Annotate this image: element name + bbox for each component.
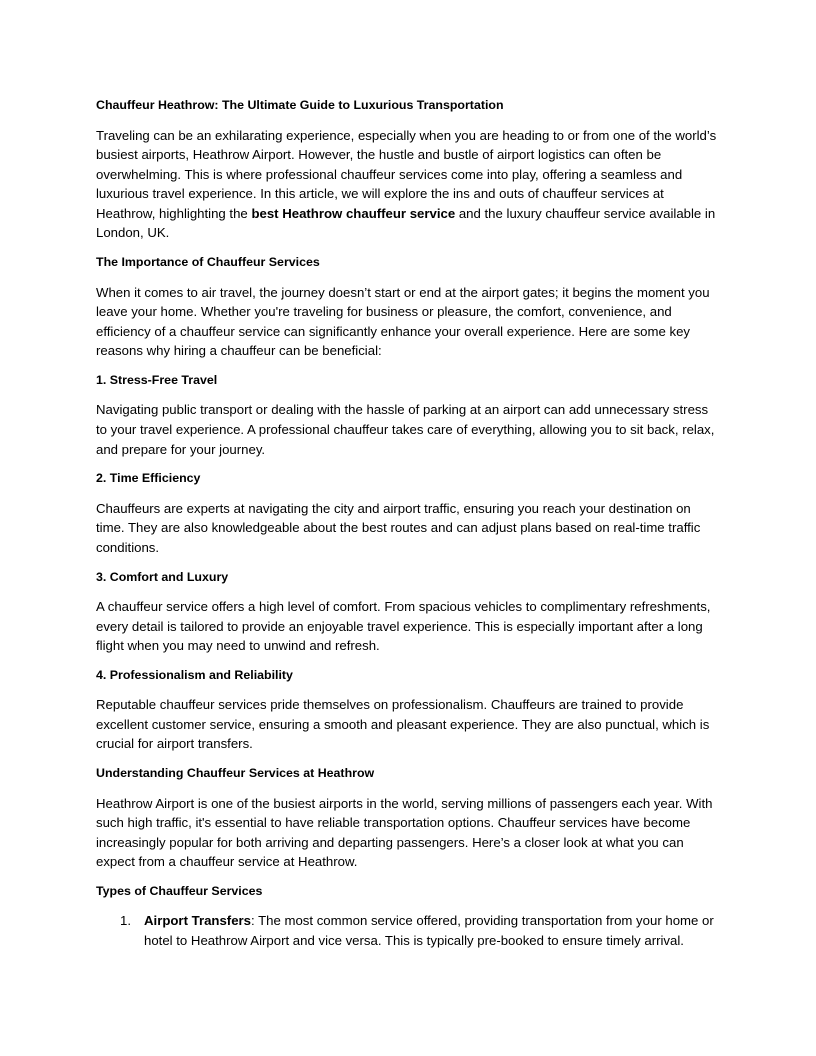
importance-paragraph: When it comes to air travel, the journey doesn’t start or end at the airport gates; it begins the moment you leave your home. Whether you're traveling for business or pleasure, the comfort, convenience, and efficiency of a chauffeur service can significantly enhance your overall experience. Here are some key reasons why hiring a chauffeur can be beneficial: — [96, 284, 710, 359]
reason-paragraph-comfort: A chauffeur service offers a high level of comfort. From spacious vehicles to complimentary refreshments, every detail is tailored to provide an enjoyable travel experience. This is especially important after a long flight when you may need to unwind and refresh. — [96, 599, 711, 654]
heathrow-paragraph: Heathrow Airport is one of the busiest airports in the world, serving millions of passengers each year. With such high traffic, it's essential to have reliable transportation options. Chauffeur services have become increasingly popular for both arriving and departing passengers. Here’s a closer look at what you can expect from a chauffeur service at Heathrow. — [96, 795, 713, 870]
reason-paragraph-stress-free: Navigating public transport or dealing with the hassle of parking at an airport can add unnecessary stress to your travel experience. A professional chauffeur takes care of everything, allowing you to sit back, relax, and prepare for your journey. — [96, 402, 715, 457]
reason-paragraph-time-efficiency: Chauffeurs are experts at navigating the city and airport traffic, ensuring you reach your destination on time. They are also knowledgeable about the best routes and can adjust plans based on real-time traffic conditions. — [96, 500, 701, 555]
importance-heading: The Importance of Chauffeur Services — [96, 255, 320, 270]
intro-paragraph — [96, 126, 720, 244]
list-item-number: 1. — [120, 913, 131, 929]
intro-text-end: and the luxury chauffeur service available in London, UK. — [96, 205, 716, 241]
intro-text-start: Traveling can be an exhilarating experience, especially when you are heading to or from one of the world’s busiest airports, Heathrow Airport. However, the hustle and bustle of airport logistics can often be overwhelming. This is where professional chauffeur services come into play, offering a seamless and luxurious travel experience. In this article, we will explore the ins and outs of chauffeur services at Heathrow, highlighting the — [96, 127, 717, 221]
list-item-term: Airport Transfers — [144, 913, 251, 929]
intro-bold-phrase: best Heathrow chauffeur service — [251, 205, 456, 221]
reason-heading-professionalism: 4. Professionalism and Reliability — [96, 667, 293, 682]
reason-heading-comfort: 3. Comfort and Luxury — [96, 569, 229, 584]
types-list — [96, 911, 720, 950]
reason-paragraph-professionalism: Reputable chauffeur services pride themselves on professionalism. Chauffeurs are trained to provide excellent customer service, ensuring a smooth and pleasant experience. They are also punctual, which is crucial for airport transfers. — [96, 697, 710, 752]
list-item-text: : The most common service offered, providing transportation from your home or hotel to Heathrow Airport and vice versa. This is typically pre-booked to ensure timely arrival. — [144, 913, 714, 949]
reason-heading-stress-free: 1. Stress-Free Travel — [96, 372, 218, 387]
types-heading: Types of Chauffeur Services — [96, 883, 263, 898]
document-title: Chauffeur Heathrow: The Ultimate Guide to Luxurious Transportation — [96, 98, 504, 112]
list-item — [96, 911, 720, 950]
reason-heading-time-efficiency: 2. Time Efficiency — [96, 471, 201, 486]
heathrow-heading: Understanding Chauffeur Services at Heathrow — [96, 766, 375, 781]
